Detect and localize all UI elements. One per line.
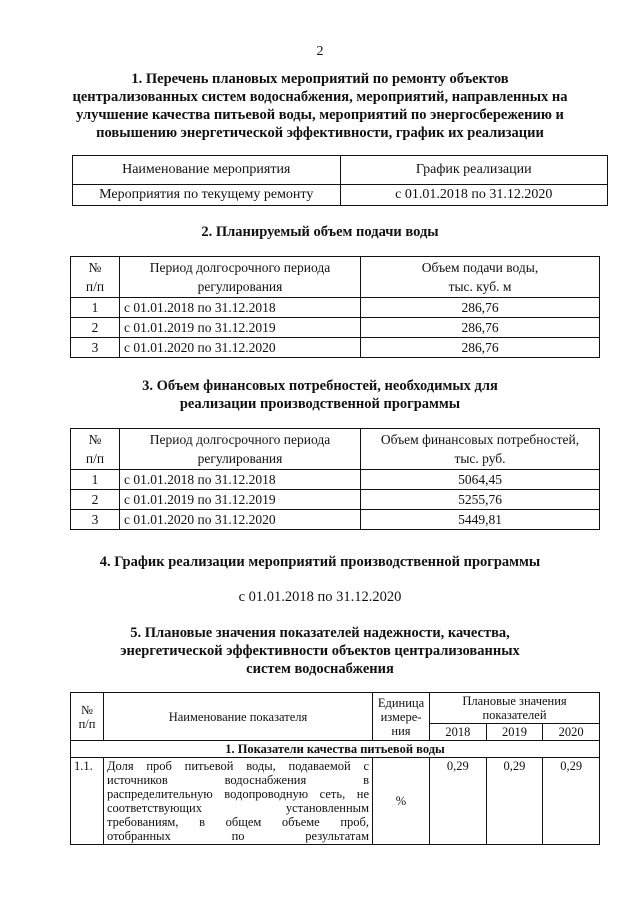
table-row: [71, 470, 600, 490]
indicator-text-line: отобранных по результатам: [107, 829, 369, 843]
cell-indicator-name: [104, 758, 373, 845]
header-cell-num: [71, 693, 104, 741]
indicator-text-line: требованиям, в общем объеме проб,: [107, 815, 369, 829]
cell-num: 1: [71, 298, 120, 318]
cell-value-2018: 0,29: [430, 758, 487, 845]
header-value-line: Объем финансовых потребностей,: [380, 432, 580, 447]
header-period-line: регулирования: [197, 279, 283, 294]
section2-title: 2. Планируемый объем подачи воды: [201, 224, 439, 240]
header-plan-line: Плановые значения: [462, 694, 567, 708]
cell-value-2019: 0,29: [486, 758, 543, 845]
header-cell-period: [120, 429, 361, 470]
header-num-line: №: [88, 432, 102, 447]
cell-num: 2: [71, 318, 120, 338]
cell-num: 3: [71, 338, 120, 358]
cell-period: с 01.01.2019 по 31.12.2019: [120, 318, 361, 338]
indicator-text-line: Доля проб питьевой воды, подаваемой с: [107, 759, 369, 773]
header-cell-num: [71, 429, 120, 470]
table-header-row: [73, 156, 608, 185]
header-cell-schedule: График реализации: [340, 156, 608, 185]
header-value-line: тыс. руб.: [454, 451, 506, 466]
table-row: [71, 510, 600, 530]
table-row: [71, 490, 600, 510]
indicator-text-line: соответствующих установленным: [107, 801, 369, 815]
header-cell-plan: [430, 693, 600, 724]
section5-title-line: систем водоснабжения: [246, 661, 394, 677]
section3-title-line: 3. Объем финансовых потребностей, необходимых для: [142, 378, 498, 394]
header-cell-value: [361, 429, 600, 470]
cell-num: 1.1.: [71, 758, 104, 845]
section4-title: 4. График реализации мероприятий производственной программы: [99, 554, 541, 570]
water-volume-table: [70, 256, 600, 358]
header-cell-period: [120, 257, 361, 298]
table-row: [71, 298, 600, 318]
header-num-line: п/п: [85, 451, 105, 466]
indicator-text-line: источников водоснабжения в: [107, 773, 369, 787]
cell-schedule: с 01.01.2018 по 31.12.2020: [340, 185, 608, 206]
section5-title-line: энергетической эффективности объектов централизованных: [120, 643, 520, 659]
table-row: [71, 318, 600, 338]
header-cell-name: Наименование показателя: [104, 693, 373, 741]
table-header-row: [71, 693, 600, 724]
section5-title: [0, 624, 640, 678]
financial-needs-table: [70, 428, 600, 530]
section1-title-line: улучшение качества питьевой воды, мероприятий по энергосбережению и: [76, 107, 564, 123]
header-num-line: п/п: [85, 279, 105, 294]
table-header-row: [71, 257, 600, 298]
header-value-line: Объем подачи воды,: [421, 260, 539, 275]
header-period-line: регулирования: [197, 451, 283, 466]
cell-period: с 01.01.2020 по 31.12.2020: [120, 338, 361, 358]
section3-title-line: реализации производственной программы: [179, 396, 461, 412]
header-cell-year: 2020: [543, 724, 600, 741]
cell-num: 2: [71, 490, 120, 510]
header-unit-line: ния: [391, 723, 411, 738]
cell-value: 286,76: [361, 338, 600, 358]
indicators-table: [70, 692, 600, 845]
header-period-line: Период долгосрочного периода: [149, 432, 331, 447]
header-unit-line: Единица: [377, 695, 425, 710]
page-number: 2: [316, 44, 324, 59]
section5-title-line: 5. Плановые значения показателей надежности, качества,: [130, 625, 510, 641]
cell-period: с 01.01.2020 по 31.12.2020: [120, 510, 361, 530]
cell-value: 5255,76: [361, 490, 600, 510]
cell-period: с 01.01.2018 по 31.12.2018: [120, 470, 361, 490]
table-subheader-row: [71, 741, 600, 758]
header-cell-year: 2019: [486, 724, 543, 741]
section1-title-line: 1. Перечень плановых мероприятий по ремонту объектов: [131, 71, 509, 87]
cell-value: 5064,45: [361, 470, 600, 490]
table-row: [73, 185, 608, 206]
header-plan-line: показателей: [482, 708, 547, 722]
section1-title: [0, 70, 640, 142]
cell-num: 1: [71, 470, 120, 490]
cell-period: с 01.01.2018 по 31.12.2018: [120, 298, 361, 318]
table-row: [71, 338, 600, 358]
activities-table: [72, 155, 608, 206]
header-cell-num: [71, 257, 120, 298]
section1-title-line: централизованных систем водоснабжения, мероприятий, направленных на: [72, 89, 568, 105]
cell-period: с 01.01.2019 по 31.12.2019: [120, 490, 361, 510]
cell-value: 5449,81: [361, 510, 600, 530]
table-row: [71, 758, 600, 845]
header-num-line: №: [88, 260, 102, 275]
header-unit-line: измере-: [380, 709, 422, 724]
cell-value: 286,76: [361, 318, 600, 338]
subheader-cell: 1. Показатели качества питьевой воды: [71, 741, 600, 758]
section4-period: с 01.01.2018 по 31.12.2020: [238, 589, 402, 605]
section3-title: [0, 377, 640, 413]
header-num-line: п/п: [78, 716, 96, 731]
header-cell-unit: [373, 693, 430, 741]
section1-title-line: повышению энергетической эффективности, график их реализации: [96, 125, 544, 141]
header-period-line: Период долгосрочного периода: [149, 260, 331, 275]
header-cell-name: Наименование мероприятия: [73, 156, 341, 185]
header-num-line: №: [81, 702, 93, 717]
header-value-line: тыс. куб. м: [448, 279, 512, 294]
cell-value-2020: 0,29: [543, 758, 600, 845]
table-header-row: [71, 429, 600, 470]
indicator-text-line: распределительную водопроводную сеть, не: [107, 787, 369, 801]
cell-num: 3: [71, 510, 120, 530]
cell-value: 286,76: [361, 298, 600, 318]
header-cell-value: [361, 257, 600, 298]
cell-activity: Мероприятия по текущему ремонту: [73, 185, 341, 206]
cell-unit: %: [373, 758, 430, 845]
header-cell-year: 2018: [430, 724, 487, 741]
